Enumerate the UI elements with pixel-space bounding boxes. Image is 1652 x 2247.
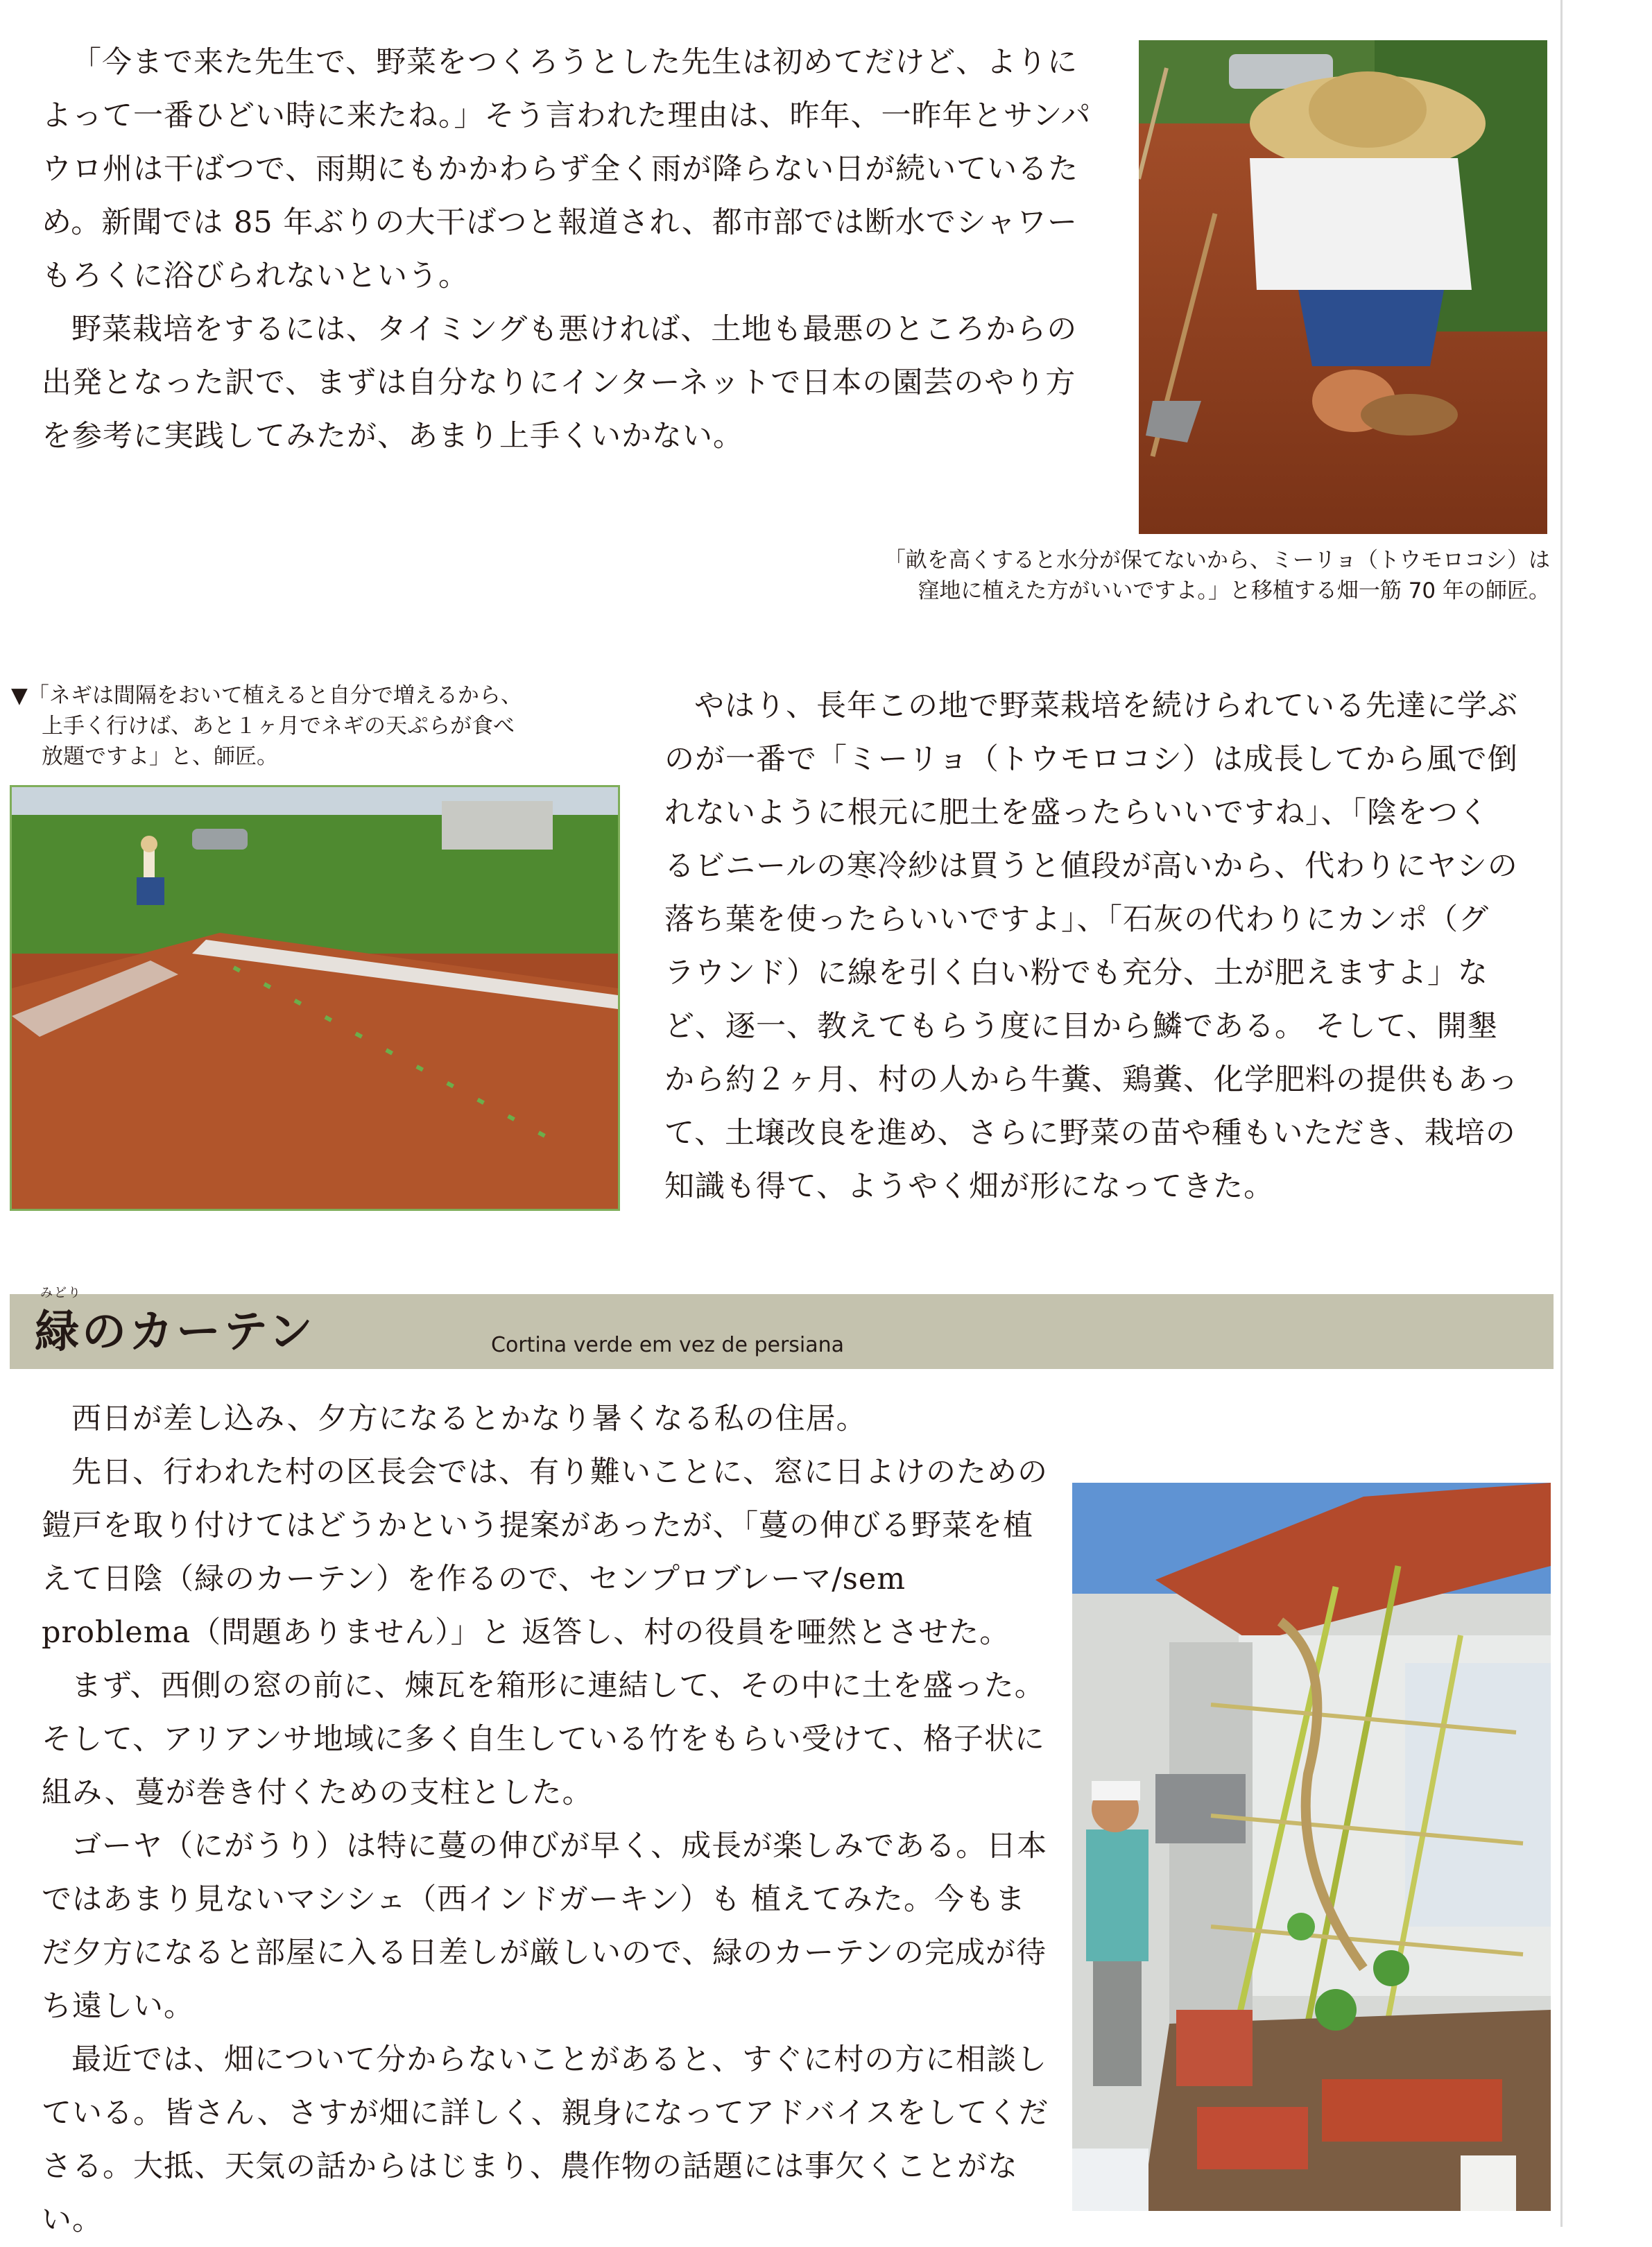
paragraph-1: 「今まで来た先生で、野菜をつくろうとした先生は初めてだけど、よりによって一番ひどい時に来たね。」そう言われた理由は、昨年、一昨年とサンパウロ州は干ばつで、雨期にもかかわらず全く雨が降らない日が続いているため。新聞では 85 年ぶりの大干ばつと報道され、都市部では断水でシャワーもろくに浴びられないという。 bbox=[42, 45, 1092, 293]
photo1-caption-line-2: 窪地に植えた方がいいですよ。」と移植する畑一筋 70 年の師匠。 bbox=[918, 578, 1550, 603]
section-subtitle: Cortina verde em vez de persiana bbox=[491, 1333, 845, 1357]
page-edge-rule bbox=[1560, 0, 1563, 2227]
article-middle-text bbox=[664, 680, 1519, 1214]
photo2-caption-line-2: 上手く行けば、あと１ヶ月でネギの天ぷらが食べ bbox=[42, 714, 515, 739]
paragraph-8: 最近では、畑について分からないことがあると、すぐに村の方に相談している。皆さん、さすが畑に詳しく、親身になってアドバイスをしてくださる。大抵、天気の話からはじまり、農作物の話題には事欠くことがない。 bbox=[42, 2042, 1049, 2237]
paragraph-6: まず、西側の窓の前に、煉瓦を箱形に連結して、その中に土を盛った。そして、アリアンサ地域に多く自生している竹をもらい受けて、格子状に組み、蔓が巻き付くための支柱とした。 bbox=[42, 1669, 1045, 1810]
section-title: 緑のカーテン bbox=[35, 1307, 316, 1358]
paragraph-7: ゴーヤ（にがうり）は特に蔓の伸びが早く、成長が楽しみである。日本ではあまり見ないマシシェ（西インドガーキン）も 植えてみた。今もまだ夕方になると部屋に入る日差しが厳しいので、緑のカーテンの完成が待ち遠しい。 bbox=[42, 1829, 1048, 2024]
photo2-caption-line-1: ▼「ネギは間隔をおいて植えると自分で増えるから、 bbox=[11, 683, 522, 708]
paragraph-3: やはり、長年この地で野菜栽培を続けられている先達に学ぶのが一番で「ミーリョ（トウモロコシ）は成長してから風で倒れないように根元に肥土を盛ったらいいですね」、「陰をつくるビニールの寒冷紗は買うと値段が高いから、代わりにヤシの落ち葉を使ったらいいですよ」、「石灰の代わりにカンポ（グラウンド）に線を引く白い粉でも充分、土が肥えますよ」など、逐一、教えてもらう度に目から鱗である。 そして、開墾から約２ヶ月、村の人から牛糞、鶏糞、化学肥料の提供もあって、土壌改良を進め、さらに野菜の苗や種もいただき、栽培の知識も得て、ようやく畑が形になってきた。 bbox=[664, 689, 1519, 1204]
article-top-text bbox=[42, 36, 1103, 463]
article-bottom-text bbox=[42, 1393, 1054, 2247]
paragraph-4: 西日が差し込み、夕方になるとかなり暑くなる私の住居。 bbox=[71, 1402, 867, 1436]
photo1-caption bbox=[798, 545, 1550, 606]
photo-green-curtain bbox=[1072, 1483, 1551, 2211]
photo2-caption bbox=[11, 680, 621, 772]
photo-farmer-planting bbox=[1139, 40, 1547, 534]
section-title-ruby: みどり bbox=[40, 1286, 82, 1300]
paragraph-5: 先日、行われた村の区長会では、有り難いことに、窓に日よけのための鎧戸を取り付けてはどうかという提案があったが、「蔓の伸びる野菜を植えて日陰（緑のカーテン）を作るので、センプロブレーマ/sem problema（問題ありません）」と 返答し、村の役員を唖然とさせた。 bbox=[42, 1455, 1048, 1650]
photo-vegetable-bed bbox=[10, 785, 620, 1211]
photo1-caption-line-1: 「畝を高くすると水分が保てないから、ミーリョ（トウモロコシ）は bbox=[884, 548, 1550, 573]
paragraph-2: 野菜栽培をするには、タイミングも悪ければ、土地も最悪のところからの出発となった訳で、まずは自分なりにインターネットで日本の園芸のやり方を参考に実践してみたが、あまり上手くいかない。 bbox=[42, 312, 1078, 454]
photo2-caption-line-3: 放題ですよ」と、師匠。 bbox=[42, 744, 278, 769]
